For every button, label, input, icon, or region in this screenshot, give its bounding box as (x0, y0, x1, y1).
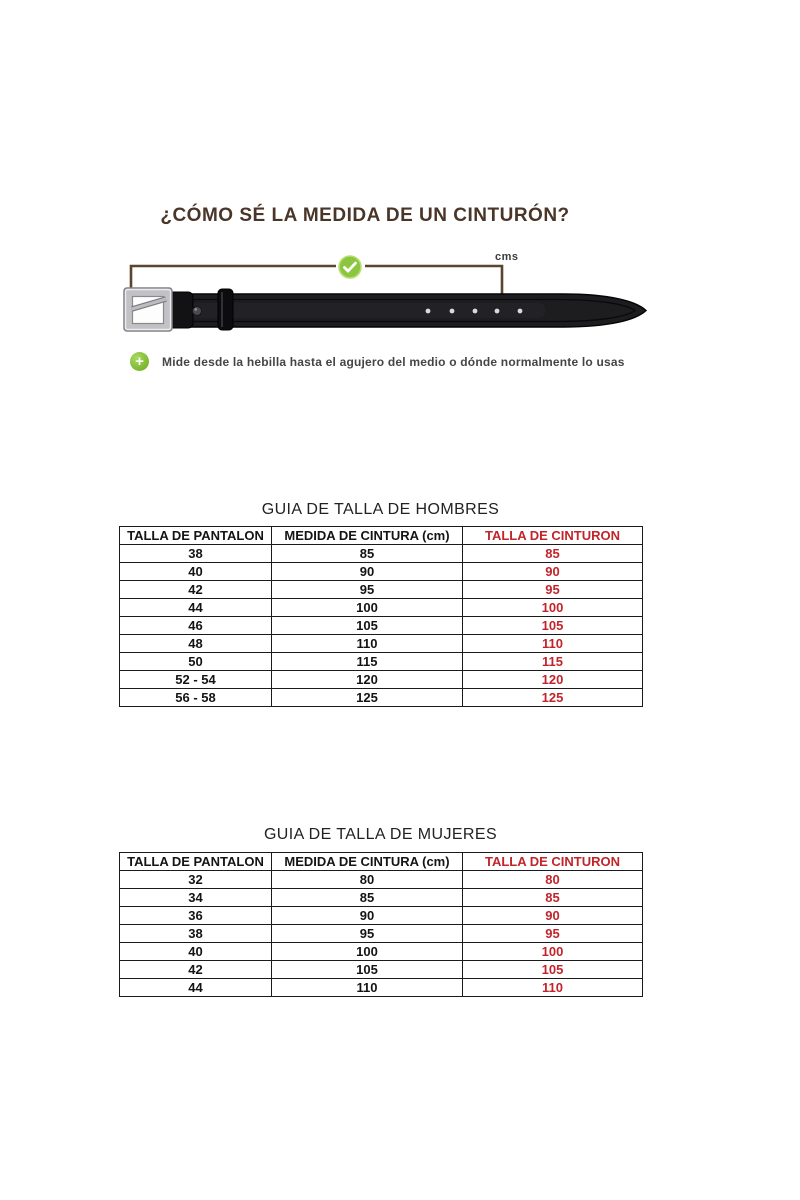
table-cell: 105 (463, 961, 643, 979)
table-row (120, 545, 643, 563)
table-cell: 85 (272, 889, 463, 907)
womens-table-title: GUIA DE TALLA DE MUJERES (263, 826, 498, 843)
table-cell: 120 (272, 671, 463, 689)
check-icon (339, 256, 361, 278)
column-header: TALLA DE CINTURON (463, 527, 643, 545)
table-row (120, 943, 643, 961)
table-cell: 46 (120, 617, 272, 635)
belt-figure (105, 243, 665, 343)
table-cell: 34 (120, 889, 272, 907)
table-cell: 95 (272, 581, 463, 599)
table-cell: 125 (272, 689, 463, 707)
column-header: MEDIDA DE CINTURA (cm) (272, 527, 463, 545)
table-cell: 44 (120, 599, 272, 617)
table-row (120, 599, 643, 617)
table-cell: 80 (463, 871, 643, 889)
table-row (120, 871, 643, 889)
table-cell: 52 - 54 (120, 671, 272, 689)
table-cell: 90 (463, 563, 643, 581)
table-cell: 120 (463, 671, 643, 689)
table-cell: 85 (463, 889, 643, 907)
measure-note-text: Mide desde la hebilla hasta el agujero del medio o dónde normalmente lo usas (162, 354, 625, 369)
header-row (120, 853, 643, 871)
table-row (120, 961, 643, 979)
belt-rivet (193, 307, 202, 316)
table-cell: 42 (120, 961, 272, 979)
table-cell: 100 (272, 599, 463, 617)
plus-icon: + (130, 352, 149, 371)
table-cell: 44 (120, 979, 272, 997)
table-row (120, 617, 643, 635)
table-row (120, 671, 643, 689)
table-cell: 100 (272, 943, 463, 961)
belt-keeper-loop (218, 289, 233, 330)
table-cell: 80 (272, 871, 463, 889)
table-cell: 90 (463, 907, 643, 925)
table-cell: 42 (120, 581, 272, 599)
table-cell: 56 - 58 (120, 689, 272, 707)
table-cell: 100 (463, 943, 643, 961)
table-cell: 95 (463, 581, 643, 599)
belt-strap (167, 294, 646, 327)
table-row (120, 581, 643, 599)
table-cell: 38 (120, 545, 272, 563)
table-cell: 110 (463, 635, 643, 653)
table-cell: 110 (463, 979, 643, 997)
table-cell: 110 (272, 979, 463, 997)
table-cell: 100 (463, 599, 643, 617)
table-cell: 110 (272, 635, 463, 653)
table-cell: 50 (120, 653, 272, 671)
header-row (120, 527, 643, 545)
belt-illustration (105, 243, 665, 343)
table-cell: 36 (120, 907, 272, 925)
column-header: TALLA DE PANTALON (120, 527, 272, 545)
table-cell: 105 (272, 617, 463, 635)
table-row (120, 925, 643, 943)
table-row (120, 907, 643, 925)
table-cell: 90 (272, 907, 463, 925)
measure-note (130, 352, 625, 371)
page-title: ¿CÓMO SÉ LA MEDIDA DE UN CINTURÓN? (160, 205, 570, 226)
table-cell: 38 (120, 925, 272, 943)
table-cell: 105 (463, 617, 643, 635)
table-cell: 32 (120, 871, 272, 889)
table-row (120, 635, 643, 653)
table-cell: 95 (272, 925, 463, 943)
table-row (120, 563, 643, 581)
womens-size-table (119, 852, 643, 997)
belt-buckle-icon (124, 288, 172, 331)
table-cell: 125 (463, 689, 643, 707)
table-cell: 40 (120, 943, 272, 961)
table-row (120, 889, 643, 907)
table-cell: 85 (463, 545, 643, 563)
cms-label: cms (495, 251, 519, 263)
table-row (120, 653, 643, 671)
column-header: MEDIDA DE CINTURA (cm) (272, 853, 463, 871)
table-cell: 85 (272, 545, 463, 563)
table-cell: 90 (272, 563, 463, 581)
table-cell: 48 (120, 635, 272, 653)
column-header: TALLA DE PANTALON (120, 853, 272, 871)
table-row (120, 689, 643, 707)
table-cell: 95 (463, 925, 643, 943)
table-row (120, 979, 643, 997)
table-cell: 40 (120, 563, 272, 581)
mens-table-title: GUIA DE TALLA DE HOMBRES (261, 501, 500, 518)
mens-size-table (119, 526, 643, 707)
table-cell: 115 (463, 653, 643, 671)
column-header: TALLA DE CINTURON (463, 853, 643, 871)
table-cell: 115 (272, 653, 463, 671)
table-cell: 105 (272, 961, 463, 979)
